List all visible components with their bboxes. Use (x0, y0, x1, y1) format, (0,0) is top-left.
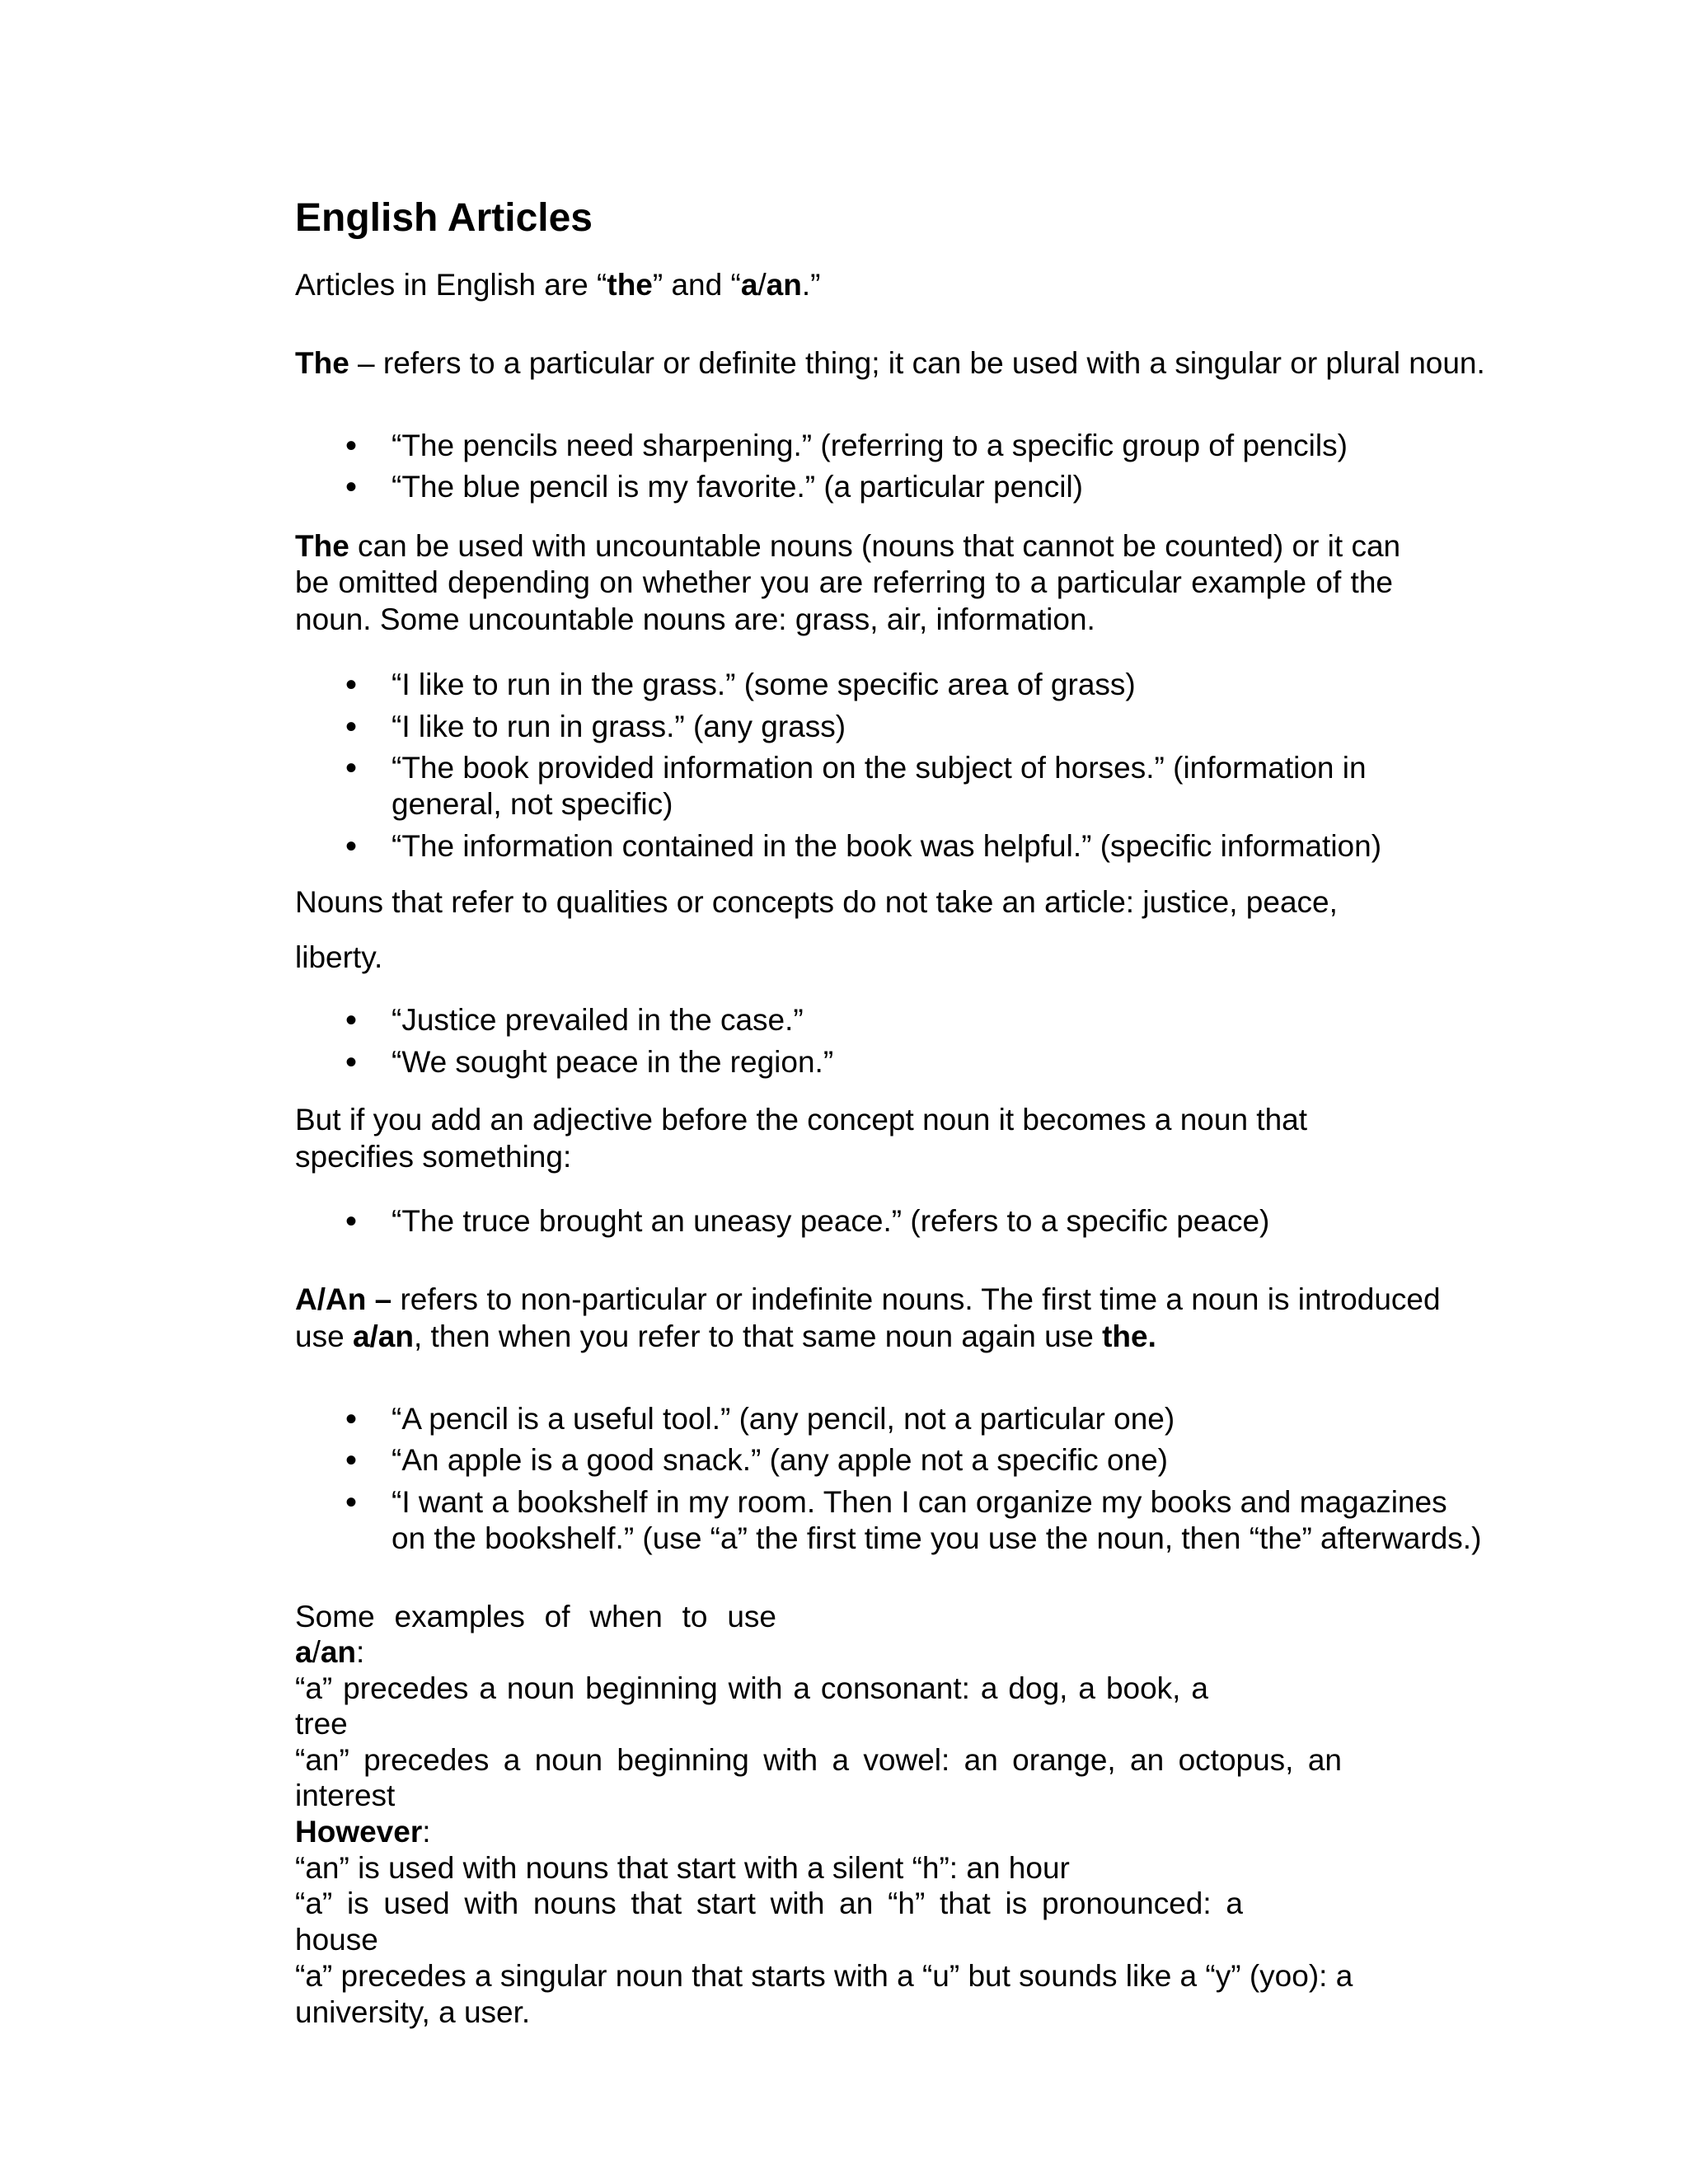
bullet-icon: • (345, 1044, 357, 1080)
the-definition: The – refers to a particular or definite thing; it can be used with a singular or plural noun. (295, 346, 1485, 380)
list-item: “I want a bookshelf in my room. Then I can organize my books and magazines (392, 1485, 1447, 1519)
list-item: “I like to run in grass.” (any grass) (392, 710, 846, 743)
document-title: English Articles (295, 196, 593, 240)
bullet-icon: • (345, 469, 357, 505)
list-item-continuation: general, not specific) (392, 787, 673, 821)
bullet-icon: • (345, 828, 357, 865)
list-item: “The book provided information on the subject of horses.” (information in (392, 751, 1367, 785)
bullet-icon: • (345, 1484, 357, 1521)
bullet-icon: • (345, 428, 357, 464)
list-item: “Justice prevailed in the case.” (392, 1003, 804, 1037)
document-page: English Articles Articles in English are “the” and “a/an.” The – refers to a particular or definite thing; it can be used with a singular or plural noun. • “The pencils need sharpening.” (referring to a specific group of pencils) • “The blue pencil is my favorite.” (a particular pencil) The can be used with uncountable nouns (nouns that cannot be counted) or it can be omitted depending on whether you are referring to a particular example of the noun. Some uncountable nouns are: grass, air, information. • “I like to run in the grass.” (some specific area of grass) • “I like to run in grass.” (any grass) • “The book provided information on the subject of horses.” (information in general, not specific) • “The information contained in the book was helpful.” (specific information) Nouns that refer to qualities or concepts do not take an article: justice, peace, liberty. • “Justice prevailed in the case.” • “We sought peace in the region.” But if you add an adjective before the concept noun it becomes a noun that specifies something: • “The truce brought an uneasy peace.” (refers to a specific peace) A/An – refers to non-particular or indefinite nouns. The first time a noun is introduced use a/an, then when you refer to that same noun again use the. • “A pencil is a useful tool.” (any pencil, not a particular one) • “An apple is a good snack.” (any apple not a specific one) • “I want a bookshelf in my room. Then I can organize my books and magazines on the bookshelf.” (use “a” the first time you use the noun, then “the” afterwards.) Some examples of when to use a/an: “a” precedes a noun beginning with a consonant: a dog, a book, a tree “an” precedes a noun beginning with a vowel: an orange, an octopus, an interest However: “an” is used with nouns that start with a silent “h”: an hour “a” is used with nouns that start with an “h” that is pronounced: a house “a” precedes a singular noun that starts with a “u” but sounds like a “y” (yoo): a university, a user. (295, 196, 1485, 2029)
list-item: “I like to run in the grass.” (some specific area of grass) (392, 668, 1136, 701)
list-item: “A pencil is a useful tool.” (any pencil, not a particular one) (392, 1402, 1175, 1436)
bullet-icon: • (345, 1442, 357, 1479)
bullet-icon: • (345, 750, 357, 786)
list-item: “The truce brought an uneasy peace.” (refers to a specific peace) (392, 1204, 1270, 1238)
list-item: “The information contained in the book was helpful.” (specific information) (392, 829, 1382, 863)
list-item-continuation: on the bookshelf.” (use “a” the first time you use the noun, then “the” afterwards.) (392, 1521, 1482, 1555)
list-item: “An apple is a good snack.” (any apple not a specific one) (392, 1443, 1169, 1477)
bullet-icon: • (345, 1203, 357, 1240)
bullet-icon: • (345, 1002, 357, 1038)
bullet-icon: • (345, 1401, 357, 1437)
list-item: “The pencils need sharpening.” (referring to a specific group of pencils) (392, 429, 1348, 462)
bullet-icon: • (345, 709, 357, 745)
intro-paragraph: Articles in English are “the” and “a/an.” (295, 268, 821, 302)
list-item: “The blue pencil is my favorite.” (a particular pencil) (392, 470, 1083, 504)
bullet-icon: • (345, 667, 357, 703)
list-item: “We sought peace in the region.” (392, 1045, 834, 1079)
